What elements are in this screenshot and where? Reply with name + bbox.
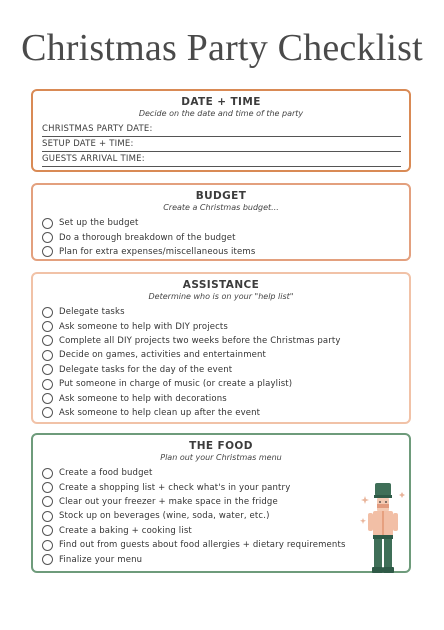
checkbox-circle[interactable]	[42, 232, 53, 243]
checkbox-circle[interactable]	[42, 393, 53, 404]
item-label: Ask someone to help with DIY projects	[59, 321, 228, 332]
checkbox-circle[interactable]	[42, 307, 53, 318]
checklist-item[interactable]	[42, 363, 409, 377]
checklist-item[interactable]	[42, 480, 409, 494]
item-label: Decide on games, activities and entertainment	[59, 350, 267, 361]
item-label: Create a food budget	[59, 468, 153, 479]
section-subtitle: Plan out your Christmas menu	[160, 453, 282, 462]
section-heading: BUDGET	[195, 190, 247, 202]
item-label: Ask someone to help clean up after the event	[59, 407, 261, 418]
item-label: Set up the budget	[59, 218, 139, 229]
checklist-item[interactable]	[42, 334, 409, 348]
checkbox-circle[interactable]	[42, 540, 53, 551]
checkbox-circle[interactable]	[42, 468, 53, 479]
item-label: Plan for extra expenses/miscellaneous items	[59, 246, 256, 257]
checkbox-circle[interactable]	[42, 554, 53, 565]
item-label: Delegate tasks for the day of the event	[59, 364, 233, 375]
checkbox-circle[interactable]	[42, 218, 53, 229]
checklist-item[interactable]	[42, 538, 409, 552]
section-subtitle: Decide on the date and time of the party	[138, 109, 304, 118]
item-label: Find out from guests about food allergies + dietary requirements	[59, 540, 346, 551]
section-heading: DATE + TIME	[181, 96, 261, 108]
checkbox-circle[interactable]	[42, 511, 53, 522]
checklist-item[interactable]	[42, 319, 409, 333]
checkbox-circle[interactable]	[42, 496, 53, 507]
checklist-item[interactable]	[42, 391, 409, 405]
item-label: Create a shopping list + check what's in your pantry	[59, 482, 291, 493]
checkbox-circle[interactable]	[42, 379, 53, 390]
budget-section	[31, 183, 411, 261]
checklist-item[interactable]	[42, 552, 409, 566]
item-label: Clear out your freezer + make space in the fridge	[59, 496, 278, 507]
section-heading: THE FOOD	[189, 440, 253, 452]
item-label: Stock up on beverages (wine, soda, water, etc.)	[59, 511, 270, 522]
section-subtitle: Determine who is on your "help list"	[148, 292, 294, 301]
section-heading: ASSISTANCE	[182, 279, 260, 291]
checkbox-circle[interactable]	[42, 364, 53, 375]
checklist-item[interactable]	[42, 466, 409, 480]
checklist-item[interactable]	[42, 245, 409, 259]
assistance-section	[31, 272, 411, 424]
checklist-item[interactable]	[42, 509, 409, 523]
checkbox-circle[interactable]	[42, 246, 53, 257]
party-date-field[interactable]: CHRISTMAS PARTY DATE:	[42, 122, 401, 137]
checklist-item[interactable]	[42, 495, 409, 509]
page-title: Christmas Party Checklist	[21, 27, 423, 69]
item-label: Finalize your menu	[59, 554, 143, 565]
item-label: Do a thorough breakdown of the budget	[59, 232, 236, 243]
checkbox-circle[interactable]	[42, 321, 53, 332]
arrival-time-field[interactable]: GUESTS ARRIVAL TIME:	[42, 152, 401, 167]
item-label: Put someone in charge of music (or create a playlist)	[59, 379, 293, 390]
item-label: Create a baking + cooking list	[59, 525, 192, 536]
checklist-item[interactable]	[42, 305, 409, 319]
nutcracker-illustration	[358, 480, 408, 580]
checklist-item[interactable]	[42, 348, 409, 362]
checkbox-circle[interactable]	[42, 525, 53, 536]
item-label: Complete all DIY projects two weeks before the Christmas party	[59, 335, 341, 346]
checklist-item[interactable]	[42, 377, 409, 391]
food-section	[31, 433, 411, 573]
checkbox-circle[interactable]	[42, 407, 53, 418]
item-label: Delegate tasks	[59, 307, 125, 318]
checkbox-circle[interactable]	[42, 335, 53, 346]
checkbox-circle[interactable]	[42, 482, 53, 493]
checklist-item[interactable]	[42, 216, 409, 230]
setup-date-field[interactable]: SETUP DATE + TIME:	[42, 137, 401, 152]
date-time-section	[31, 89, 411, 172]
checklist-item[interactable]	[42, 230, 409, 244]
checkbox-circle[interactable]	[42, 350, 53, 361]
item-label: Ask someone to help with decorations	[59, 393, 227, 404]
checklist-item[interactable]	[42, 524, 409, 538]
section-subtitle: Create a Christmas budget...	[163, 203, 279, 212]
checklist-item[interactable]	[42, 406, 409, 420]
